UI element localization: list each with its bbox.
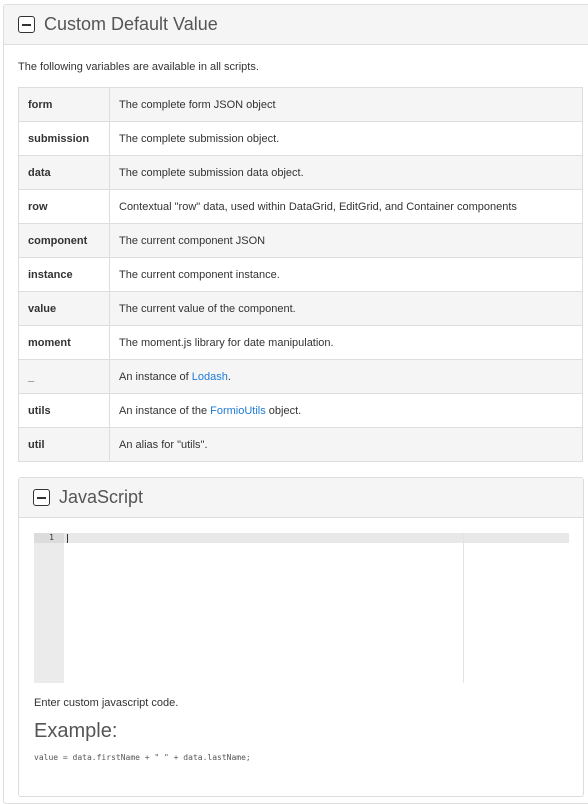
table-row bbox=[19, 258, 583, 292]
table-row bbox=[19, 326, 583, 360]
table-row bbox=[19, 428, 583, 462]
variable-name: util bbox=[19, 428, 110, 462]
table-row bbox=[19, 88, 583, 122]
custom-default-value-panel bbox=[3, 4, 588, 804]
table-row bbox=[19, 190, 583, 224]
table-row bbox=[19, 292, 583, 326]
variable-description bbox=[110, 360, 583, 394]
help-text: Enter custom javascript code. bbox=[34, 697, 179, 709]
variable-name: row bbox=[19, 190, 110, 224]
description-suffix: . bbox=[227, 370, 231, 383]
example-title: Example: bbox=[34, 720, 118, 742]
variable-description: The complete submission object. bbox=[110, 122, 583, 156]
javascript-panel-title: JavaScript bbox=[59, 487, 144, 507]
code-editor[interactable] bbox=[34, 533, 569, 683]
variable-description: An alias for "utils". bbox=[110, 428, 583, 462]
variable-name: submission bbox=[19, 122, 110, 156]
panel-title: Custom Default Value bbox=[44, 14, 218, 34]
variable-name: form bbox=[19, 88, 110, 122]
intro-text: The following variables are available in all scripts. bbox=[18, 61, 259, 73]
example-code: value = data.firstName + " " + data.lastName; bbox=[34, 753, 251, 762]
editor-gutter bbox=[34, 533, 64, 683]
table-row bbox=[19, 360, 583, 394]
variable-description: The complete submission data object. bbox=[110, 156, 583, 190]
description-prefix: An instance of bbox=[119, 370, 192, 383]
collapse-icon[interactable] bbox=[33, 489, 50, 506]
print-margin bbox=[463, 533, 464, 683]
active-line-highlight bbox=[34, 533, 569, 543]
text-cursor bbox=[67, 534, 68, 543]
table-row bbox=[19, 394, 583, 428]
variable-name: utils bbox=[19, 394, 110, 428]
javascript-panel-heading[interactable] bbox=[19, 478, 583, 518]
variable-name: data bbox=[19, 156, 110, 190]
formioutils-link[interactable]: FormioUtils bbox=[210, 404, 266, 417]
variable-description: The current component JSON bbox=[110, 224, 583, 258]
variable-name: instance bbox=[19, 258, 110, 292]
variable-name: _ bbox=[19, 360, 110, 394]
variable-name: value bbox=[19, 292, 110, 326]
table-row bbox=[19, 156, 583, 190]
variable-description: The current value of the component. bbox=[110, 292, 583, 326]
variable-description bbox=[110, 394, 583, 428]
variable-description: The current component instance. bbox=[110, 258, 583, 292]
description-prefix: An instance of the bbox=[119, 404, 211, 417]
variable-name: component bbox=[19, 224, 110, 258]
table-row bbox=[19, 224, 583, 258]
table-row bbox=[19, 122, 583, 156]
collapse-icon[interactable] bbox=[18, 16, 35, 33]
variable-name: moment bbox=[19, 326, 110, 360]
javascript-panel bbox=[18, 477, 584, 797]
variable-description: The complete form JSON object bbox=[110, 88, 583, 122]
variable-description: Contextual "row" data, used within DataGrid, EditGrid, and Container components bbox=[110, 190, 583, 224]
variable-description: The moment.js library for date manipulation. bbox=[110, 326, 583, 360]
panel-heading[interactable] bbox=[4, 5, 588, 45]
lodash-link[interactable]: Lodash bbox=[191, 370, 228, 383]
variables-table bbox=[18, 87, 583, 462]
description-suffix: object. bbox=[265, 404, 302, 417]
line-number: 1 bbox=[49, 533, 54, 542]
